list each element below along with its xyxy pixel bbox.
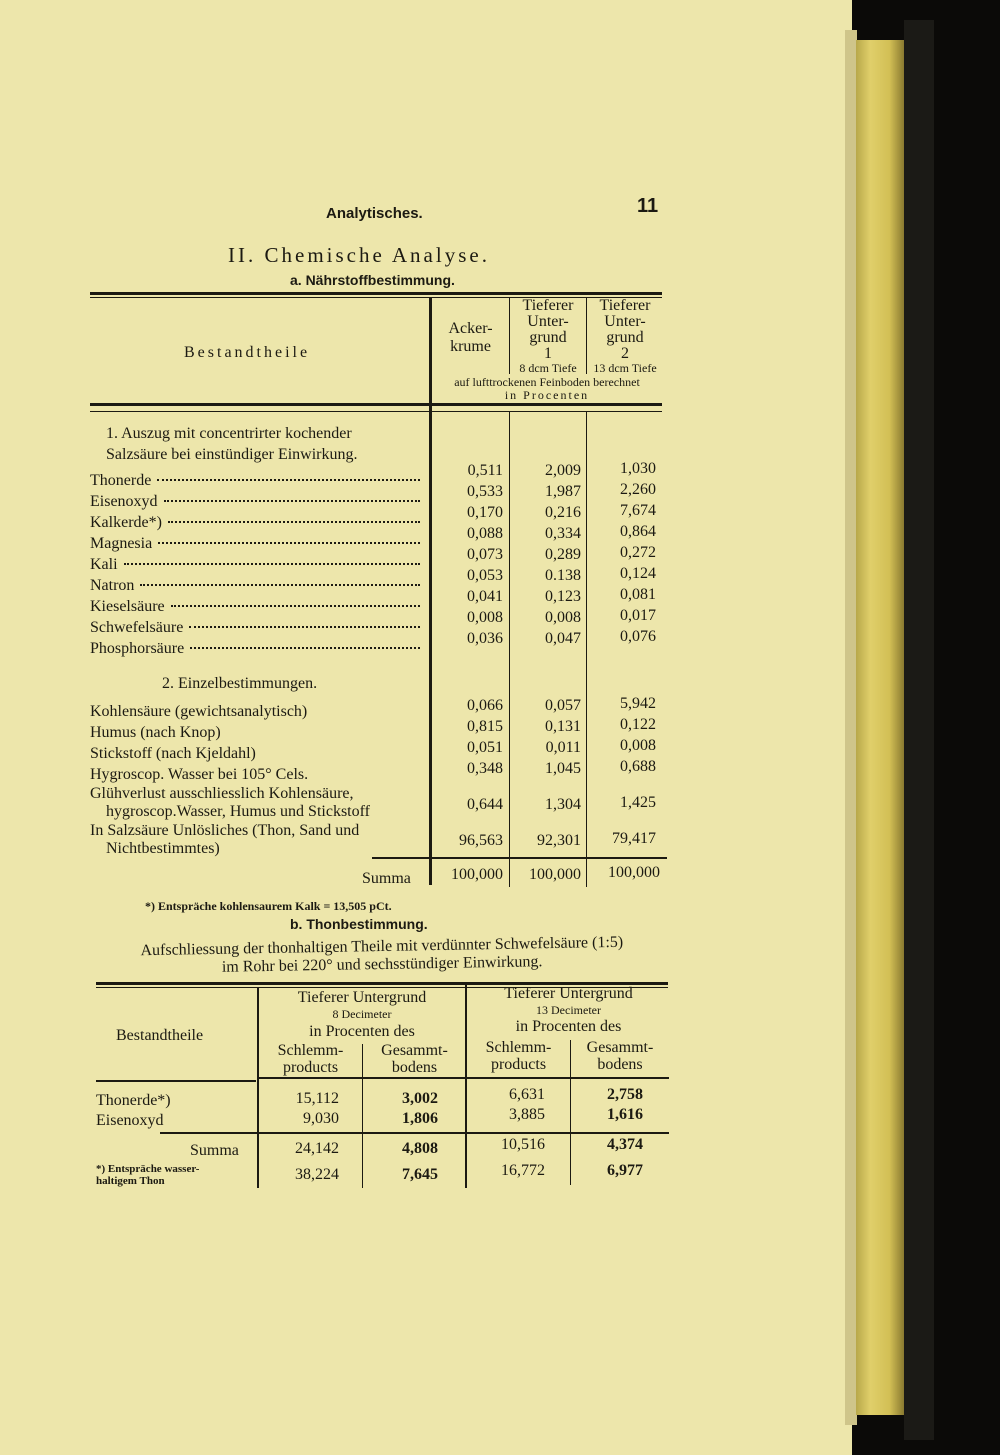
page-number: 11	[637, 195, 659, 217]
row-value: 0,170	[467, 504, 503, 521]
row-name: Schwefelsäure	[90, 619, 184, 636]
row-name: Natron	[90, 577, 135, 594]
row-name: Glühverlust ausschliesslich Kohlensäure,	[90, 785, 354, 802]
row-name-with-leader	[90, 493, 420, 511]
gilt-page-edges	[856, 40, 904, 1415]
leader-dots	[140, 584, 420, 586]
row-value: 0,066	[467, 697, 503, 714]
summa-label: Summa	[190, 1142, 239, 1159]
row-value: 0,131	[545, 718, 581, 735]
group1-title: 1. Auszug mit concentrirter kochender Salzsäure bei einstündiger Einwirkung.	[106, 425, 358, 463]
row-value: 1,045	[545, 760, 581, 777]
group-depth-1: 8 Decimeter	[332, 1007, 392, 1021]
row-name-with-leader	[90, 514, 420, 532]
summa-value: 100,000	[529, 866, 581, 883]
col-header-name: Bestandtheile	[184, 344, 311, 361]
col-schlemm-1: Schlemm- products	[277, 1042, 344, 1076]
row-name: Magnesia	[90, 535, 153, 552]
row-value: 2,260	[620, 481, 656, 498]
row-name: Kalkerde*)	[90, 514, 162, 531]
row-name-with-leader	[90, 577, 420, 595]
row-name-with-leader	[90, 619, 420, 637]
row-value: 9,030	[303, 1110, 339, 1127]
leader-dots	[124, 563, 420, 565]
row-value: 3,885	[509, 1106, 545, 1123]
row-name: Thonerde*)	[96, 1092, 171, 1109]
row-value: 79,417	[612, 830, 656, 847]
row-value: 2,758	[607, 1086, 643, 1103]
row-value: 1,616	[607, 1106, 643, 1123]
basis-note: auf lufttrockenen Feinboden berechnet	[454, 375, 640, 389]
row-value: 1,806	[402, 1110, 438, 1127]
part-a-title: a. Nährstoffbestimmung.	[290, 272, 455, 288]
row-name: Kieselsäure	[90, 598, 165, 615]
row-value: 1,425	[620, 794, 656, 811]
col-header-untergrund-2: Tieferer Unter- grund 2	[599, 297, 651, 362]
row-value: 0,815	[467, 718, 503, 735]
row-value: 7,674	[620, 502, 656, 519]
row-value: 0,122	[620, 716, 656, 733]
rule	[96, 1080, 256, 1082]
row-value: 0.138	[545, 567, 581, 584]
row-value: 0,011	[545, 739, 581, 756]
summa-value: 100,000	[608, 864, 660, 881]
row-value: 0,076	[620, 628, 656, 645]
row-value: 1,304	[545, 796, 581, 813]
footnote-a: *) Entspräche kohlensaurem Kalk = 13,505 pCt.	[145, 899, 392, 913]
col-depth-1: 8 dcm Tiefe	[519, 361, 577, 375]
row-name: Eisenoxyd	[96, 1112, 164, 1129]
leader-dots	[190, 647, 420, 649]
row-name: In Salzsäure Unlösliches (Thon, Sand und	[90, 822, 360, 839]
row-value: 1,987	[545, 483, 581, 500]
row-value: 0,047	[545, 630, 581, 647]
row-value: 0,289	[545, 546, 581, 563]
row-value: 0,644	[467, 796, 503, 813]
row-name-continued: Nichtbestimmtes)	[106, 840, 220, 857]
group-header-2: Tieferer Untergrund	[504, 985, 633, 1002]
row-value: 0,053	[467, 567, 503, 584]
row-value: 6,977	[607, 1162, 643, 1179]
rule	[90, 292, 662, 295]
row-name: Phosphorsäure	[90, 640, 185, 657]
running-title: Analytisches.	[326, 205, 423, 222]
row-value: 0,017	[620, 607, 656, 624]
unit-2: in Procenten des	[515, 1018, 622, 1035]
row-value: 3,002	[402, 1090, 438, 1107]
row-name-with-leader	[90, 535, 420, 553]
row-name-continued: hygroscop.Wasser, Humus und Stickstoff	[106, 803, 370, 820]
unit-note: in Procenten	[504, 388, 590, 402]
row-value: 5,942	[620, 695, 656, 712]
row-name-with-leader	[90, 598, 420, 616]
row-name: Kali	[90, 556, 118, 573]
row-value: 2,009	[545, 462, 581, 479]
leader-dots	[171, 605, 420, 607]
row-name: Hygroscop. Wasser bei 105° Cels.	[90, 766, 309, 783]
col-gesammt-2: Gesammt- bodens	[586, 1039, 654, 1073]
section-title: II. Chemische Analyse.	[228, 243, 490, 267]
row-value: 16,772	[501, 1162, 545, 1179]
row-value: 0,688	[620, 758, 656, 775]
rule	[160, 1132, 669, 1134]
summa-value: 100,000	[451, 866, 503, 883]
row-name: Humus (nach Knop)	[90, 724, 221, 741]
row-name: Thonerde	[90, 472, 152, 489]
row-value: 0,036	[467, 630, 503, 647]
footnote-row-name: *) Entspräche wasser- haltigem Thon	[96, 1163, 200, 1187]
row-value: 0,348	[467, 760, 503, 777]
row-value: 0,008	[620, 737, 656, 754]
book-cover	[904, 20, 934, 1440]
part-b-subtitle: Aufschliessung der thonhaltigen Theile mit verdünnter Schwefelsäure (1:5) im Rohr bei 220° und sechsstündiger Einwirkung.	[140, 933, 624, 976]
leader-dots	[158, 542, 420, 544]
row-value: 0,511	[467, 462, 503, 479]
part-b-title: b. Thonbestimmung.	[290, 916, 428, 932]
row-value: 92,301	[537, 832, 581, 849]
row-value: 15,112	[295, 1090, 339, 1107]
row-value: 0,533	[467, 483, 503, 500]
row-value: 0,008	[545, 609, 581, 626]
rule	[90, 403, 662, 406]
row-value: 7,645	[402, 1166, 438, 1183]
row-value: 4,808	[402, 1140, 438, 1157]
leader-dots	[168, 521, 420, 523]
unit-1: in Procenten des	[309, 1023, 415, 1040]
row-value: 0,124	[620, 565, 656, 582]
summa-label: Summa	[362, 870, 411, 887]
group-header-1: Tieferer Untergrund	[297, 989, 427, 1006]
row-name-with-leader	[90, 640, 420, 658]
row-value: 0,008	[467, 609, 503, 626]
row-value: 0,864	[620, 523, 656, 540]
row-value: 0,051	[467, 739, 503, 756]
col-header-name-b: Bestandtheile	[116, 1027, 204, 1044]
row-value: 0,216	[545, 504, 581, 521]
group-depth-2: 13 Decimeter	[536, 1003, 601, 1017]
col-header-untergrund-1: Tieferer Unter- grund 1	[522, 297, 574, 362]
row-value: 0,088	[467, 525, 503, 542]
row-name: Kohlensäure (gewichtsanalytisch)	[90, 703, 308, 720]
row-value: 0,073	[467, 546, 503, 563]
col-depth-2: 13 dcm Tiefe	[593, 361, 657, 375]
row-value: 6,631	[509, 1086, 545, 1103]
row-value: 0,057	[545, 697, 581, 714]
group2-title: 2. Einzelbestimmungen.	[162, 675, 318, 692]
row-value: 0,081	[620, 586, 656, 603]
row-value: 0,272	[620, 544, 656, 561]
col-header-ackerkrume: Acker- krume	[448, 320, 493, 355]
row-value: 1,030	[620, 460, 656, 477]
row-name-with-leader	[90, 472, 420, 490]
col-schlemm-2: Schlemm- products	[485, 1039, 552, 1073]
row-value: 24,142	[295, 1140, 339, 1157]
col-gesammt-1: Gesammt- bodens	[381, 1042, 448, 1076]
row-name: Stickstoff (nach Kjeldahl)	[90, 745, 256, 762]
row-value: 10,516	[501, 1136, 545, 1153]
rule	[259, 1077, 669, 1079]
leader-dots	[157, 479, 420, 481]
leader-dots	[164, 500, 420, 502]
row-value: 0,041	[467, 588, 503, 605]
row-value: 0,123	[545, 588, 581, 605]
rule	[372, 857, 667, 859]
row-name-with-leader	[90, 556, 420, 574]
leader-dots	[189, 626, 420, 628]
row-value: 4,374	[607, 1136, 643, 1153]
row-value: 96,563	[459, 832, 503, 849]
row-name: Eisenoxyd	[90, 493, 158, 510]
row-value: 0,334	[545, 525, 581, 542]
rule	[90, 411, 662, 412]
row-value: 38,224	[295, 1166, 339, 1183]
